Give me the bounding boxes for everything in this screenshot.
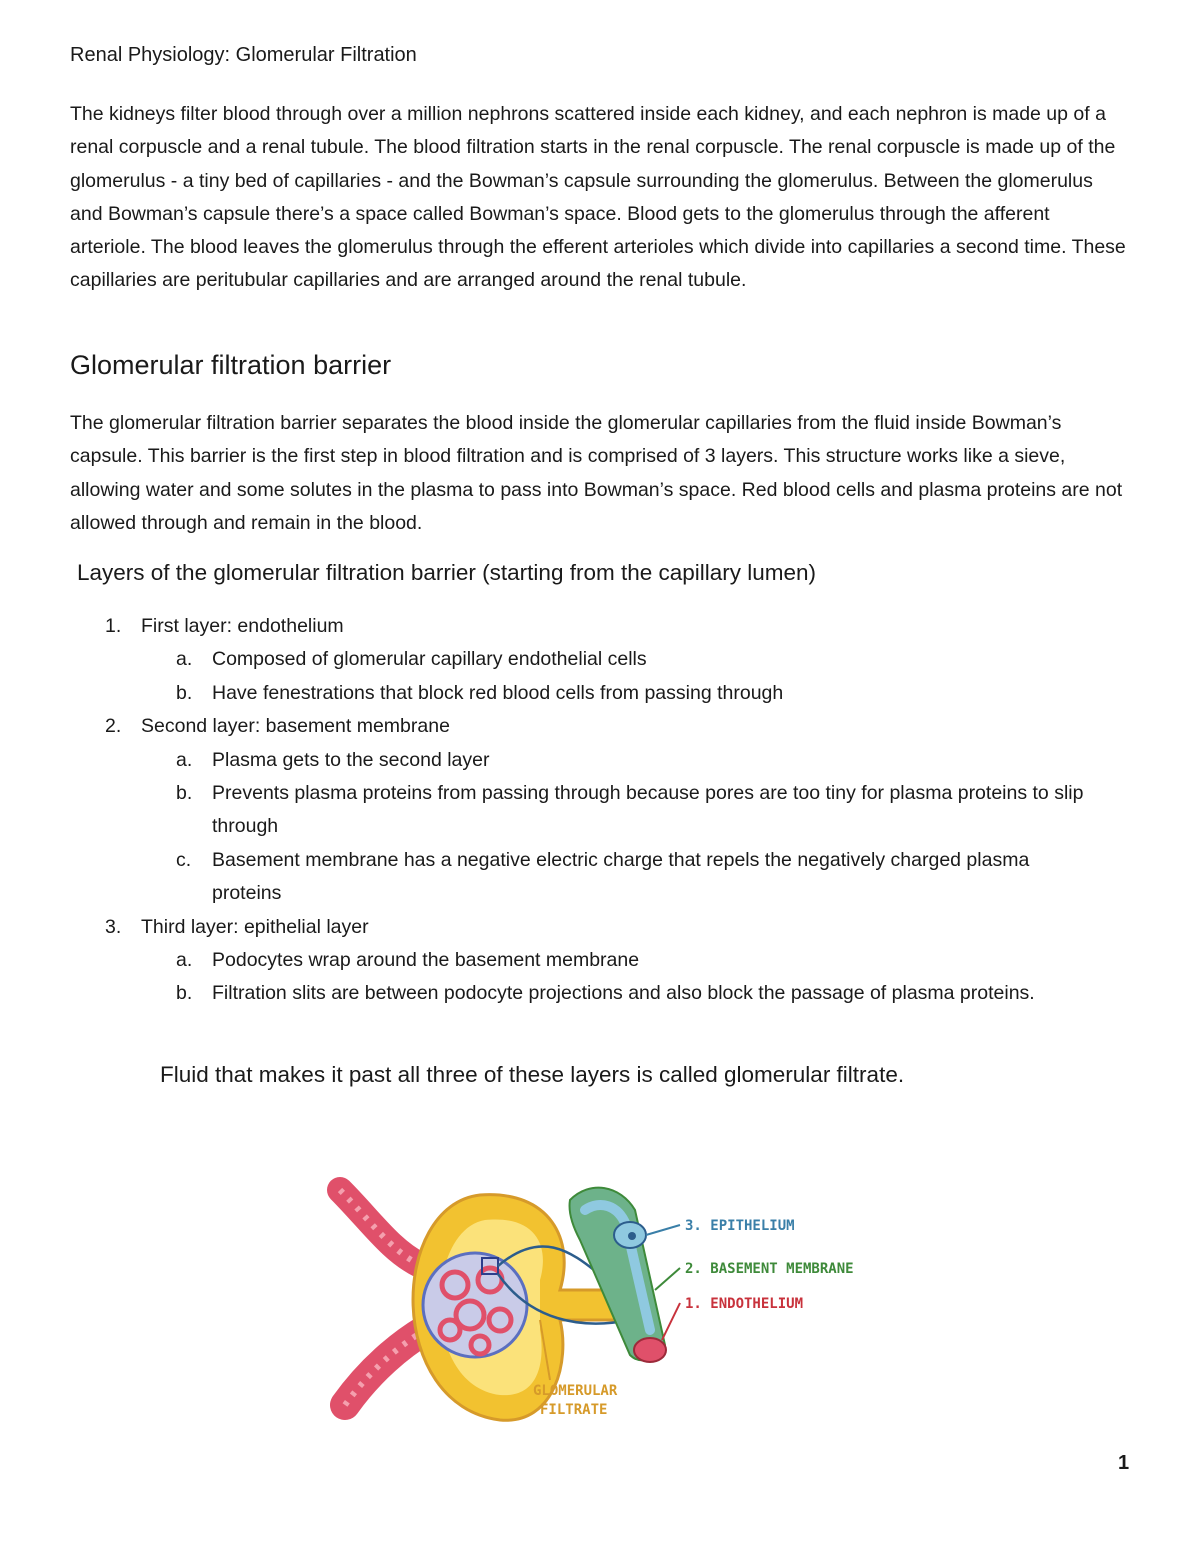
sub-item: [0, 944, 1200, 977]
sub-letter: a.: [176, 648, 193, 671]
layers-list: [0, 610, 1200, 1011]
sub-letter: a.: [176, 748, 193, 771]
layer-label: First layer: endothelium: [141, 615, 344, 637]
label-basement-membrane: 2. BASEMENT MEMBRANE: [685, 1261, 854, 1277]
endothelium-cut: [634, 1338, 666, 1362]
layer-number: 3.: [105, 915, 122, 938]
layer-item: [0, 911, 1200, 1011]
sub-item: [0, 744, 1200, 777]
sub-text: Plasma gets to the second layer: [212, 748, 490, 771]
layers-heading: Layers of the glomerular filtration barrier (starting from the capillary lumen): [77, 560, 817, 585]
sub-item: [0, 643, 1200, 676]
layer-item: [0, 710, 1200, 910]
sub-list: [0, 744, 1200, 911]
label-endothelium: 1. ENDOTHELIUM: [685, 1296, 804, 1312]
sub-text: Basement membrane has a negative electric charge that repels the negatively charged plasma proteins: [212, 848, 1030, 905]
sub-letter: b.: [176, 982, 193, 1005]
sub-text: Prevents plasma proteins from passing through because pores are too tiny for plasma proteins to slip through: [212, 782, 1084, 838]
sub-letter: a.: [176, 949, 193, 972]
sub-letter: b.: [176, 681, 193, 704]
arteriole-lower: [345, 1330, 425, 1405]
layer-number: 2.: [105, 715, 122, 738]
page-number: 1: [1118, 1452, 1130, 1474]
label-epithelium: 3. EPITHELIUM: [685, 1218, 795, 1234]
sub-text: Composed of glomerular capillary endothelial cells: [212, 648, 647, 671]
intro-paragraph: The kidneys filter blood through over a million nephrons scattered inside each kidney, and each nephron is made up of a renal corpuscle and a renal tubule. The blood filtration starts in the renal corpuscle. The renal corpuscle is made up of the glomerulus - a tiny bed of capillaries - and the Bowman’s capsule surrounding the glomerulus. Between the glomerulus and Bowman’s capsule there’s a space called Bowman’s space. Blood gets to the glomerulus through the afferent arteriole. The blood leaves the glomerulus through the efferent arterioles which divide into capillaries a second time. These capillaries are peritubular capillaries and are arranged around the renal tubule.: [70, 103, 1126, 292]
layer-item: [0, 610, 1200, 710]
layer-label: Third layer: epithelial layer: [141, 915, 369, 938]
sub-item: [0, 677, 1200, 710]
sub-list: [0, 643, 1200, 710]
sub-text: Filtration slits are between podocyte projections and also block the passage of plasma proteins.: [212, 982, 1035, 1005]
section-paragraph: The glomerular filtration barrier separates the blood inside the glomerular capillaries from the fluid inside Bowman’s capsule. This barrier is the first step in blood filtration and is comprised of 3 layers. This structure works like a sieve, allowing water and some solutes in the plasma to pass into Bowman’s space. Red blood cells and plasma proteins are not allowed through and remain in the blood.: [70, 412, 1123, 534]
page-header: Renal Physiology: Glomerular Filtration: [70, 44, 417, 66]
arteriole-upper: [340, 1190, 420, 1265]
sub-item: [0, 977, 1200, 1010]
sub-text: Podocytes wrap around the basement membrane: [212, 949, 640, 972]
label-glomerular-filtrate-1: GLOMERULAR: [533, 1383, 618, 1399]
glomerular-barrier-illustration: [300, 1170, 920, 1440]
section-heading: Glomerular filtration barrier: [70, 350, 392, 380]
sub-letter: c.: [176, 848, 192, 871]
label-glomerular-filtrate-2: FILTRATE: [540, 1402, 608, 1418]
sub-item: [0, 844, 1200, 911]
sub-list: [0, 944, 1200, 1011]
sub-text: Have fenestrations that block red blood cells from passing through: [212, 681, 784, 704]
glomerulus: [423, 1253, 527, 1357]
layer-number: 1.: [105, 615, 122, 637]
layer-label: Second layer: basement membrane: [141, 715, 450, 738]
conclusion-text: Fluid that makes it past all three of these layers is called glomerular filtrate.: [160, 1062, 905, 1087]
sub-letter: b.: [176, 782, 193, 805]
sub-item: [0, 777, 1200, 844]
